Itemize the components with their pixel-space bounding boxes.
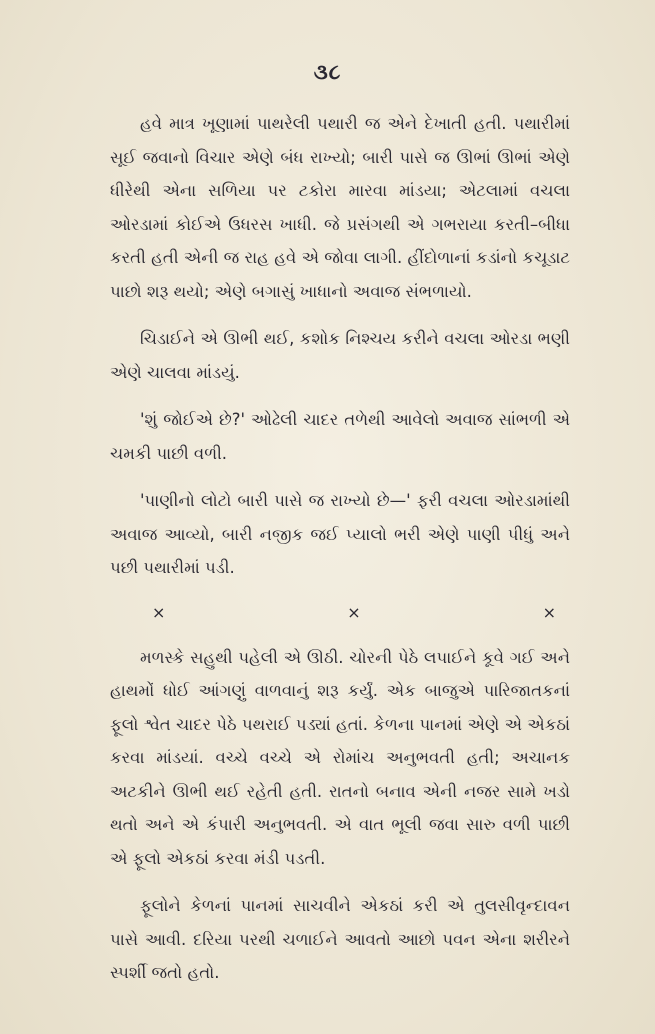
paragraph-3: 'શું જોઈએ છે?' ઓઢેલી ચાદર તળેથી આવેલો અવાજ સાંભળી એ ચમકી પાછી વળી. <box>110 410 570 463</box>
paragraph-2: ચિડાઈને એ ઊભી થઈ, કશોક નિશ્ચય કરીને વચલા ઓરડા ભણી એણે ચાલવા માંડયું. <box>110 329 570 382</box>
separator-mark: × <box>347 602 361 622</box>
paragraph-5: મળસ્કે સહુથી પહેલી એ ઊઠી. ચોરની પેઠે લપાઈને કૂવે ગઈ અને હાથમોં ધોઈ આંગણું વાળવાનું શરૂ કર્યું. એક બાજુએ પારિજાતકનાં ફૂલો શ્વેત ચાદર પેઠે પથરાઈ પડ્યાં હતાં. કેળના પાનમાં એણે એ એકઠાં કરવા માંડયાં. વચ્ચે વચ્ચે એ રોમાંચ અનુભવતી હતી; અચાનક અટકીને ઊભી થઈ રહેતી હતી. રાતનો બનાવ એની નજર સામે ખડો થતો અને એ કંપારી અનુભવતી. એ વાત ભૂલી જવા સારુ વળી પાછી એ ફૂલો એકઠાં કરવા મંડી પડતી. <box>110 647 570 868</box>
paragraph-6: ફૂલોને કેળનાં પાનમાં સાચવીને એકઠાં કરી એ તુલસીવૃન્દાવન પાસે આવી. દરિયા પરથી ચળાઈને આવતો આછો પવન એના શરીરને સ્પર્શી જતો હતો. <box>110 896 570 982</box>
section-separator <box>110 599 570 627</box>
page-number: ૩૮ <box>313 60 342 84</box>
body-text <box>110 107 570 1004</box>
paragraph-1: હવે માત્ર ખૂણામાં પાથરેલી પથારી જ એને દેખાતી હતી. પથારીમાં સૂઈ જવાનો વિચાર એણે બંધ રાખ્યો; બારી પાસે જ ઊભાં ઊભાં એણે ધીરેથી એના સળિયા પર ટકોરા મારવા માંડયા; એટલામાં વચલા ઓરડામાં કોઈએ ઉધરસ ખાધી. જે પ્રસંગથી એ ગભરાયા કરતી–બીધા કરતી હતી એની જ રાહ હવે એ જોવા લાગી. હીંદોળાનાં કડાંનો કચૂડાટ પાછો શરૂ થયો; એણે બગાસું ખાધાનો અવાજ સંભળાયો. <box>110 114 570 301</box>
paragraph-4: 'પાણીનો લોટો બારી પાસે જ રાખ્યો છે—' ફરી વચલા ઓરડામાંથી અવાજ આવ્યો, બારી નજીક જઈ પ્યાલો ભરી એણે પાણી પીધું અને પછી પથારીમાં પડી. <box>110 491 570 577</box>
separator-mark: × <box>152 602 166 622</box>
separator-mark: × <box>542 602 556 622</box>
